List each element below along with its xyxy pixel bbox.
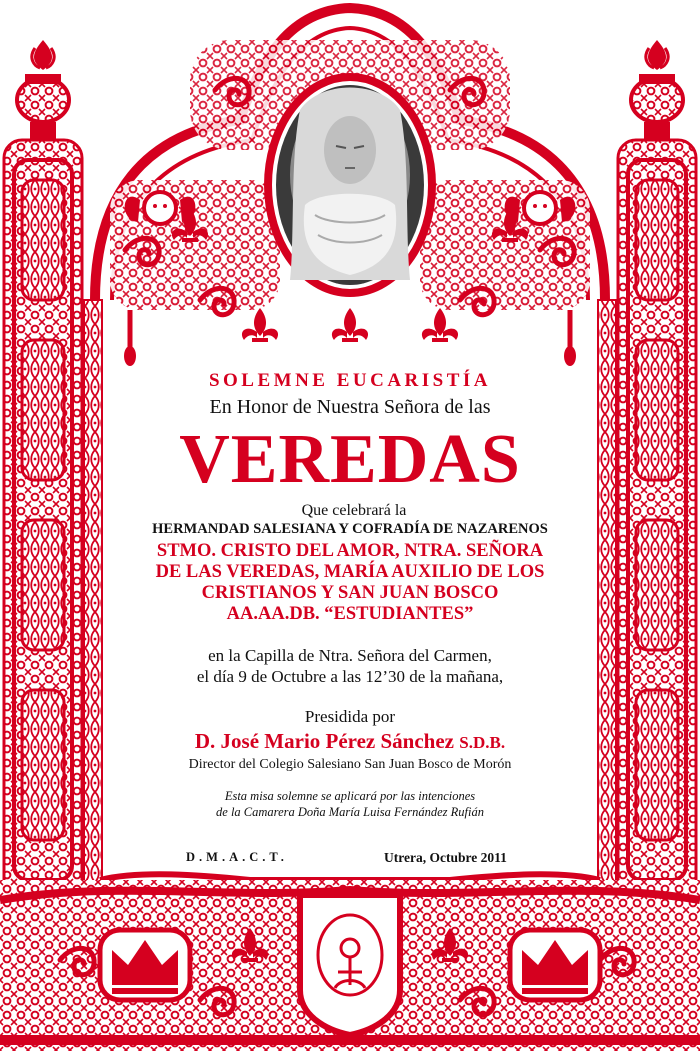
title-solemne-eucaristia: SOLEMNE EUCARISTÍA [208,370,492,391]
presidente-suffix: S.D.B. [459,733,506,752]
presidente-name [0,729,700,754]
text-que-celebrara: Que celebrará la [301,502,407,519]
lugar-line: el día 9 de Octubre a las 12’30 de la mañana, [196,667,504,686]
text-dmact: D.M.A.C.T. [186,850,288,864]
virgin-portrait-icon [268,77,432,293]
titulares-block [0,541,700,625]
flaming-urn-icon [631,40,683,140]
text-lugar-fecha: Utrera, Octubre 2011 [384,850,507,865]
subtitle-honor: En Honor de Nuestra Señora de las [209,396,491,418]
intenciones-block [0,788,700,820]
text-presidida-por: Presidida por [304,707,396,726]
crown-icon [510,930,600,1000]
titulares-line: STMO. CRISTO DEL AMOR, NTRA. SEÑORA [156,541,544,561]
crown-icon [100,930,190,1000]
intenciones-line: Esta misa solemne se aplicará por las intenciones [224,789,476,803]
coat-of-arms-icon [300,895,400,1035]
presidente-label: D. José Mario Pérez Sánchez [194,729,455,753]
lugar-line: en la Capilla de Ntra. Señora del Carmen, [208,646,492,665]
title-veredas: VEREDAS [179,421,521,498]
titulares-line: AA.AA.DB. “ESTUDIANTES” [226,604,474,624]
titulares-line: DE LAS VEREDAS, MARÍA AUXILIO DE LOS [155,562,545,582]
lugar-block [0,645,700,687]
flaming-urn-icon [17,40,69,140]
text-hermandad: HERMANDAD SALESIANA Y COFRADÍA DE NAZARENOS [152,521,548,537]
titulares-line: CRISTIANOS Y SAN JUAN BOSCO [201,583,499,603]
intenciones-line: de la Camarera Doña María Luisa Fernández Rufián [216,805,484,819]
text-cargo: Director del Colegio Salesiano San Juan Bosco de Morón [188,757,512,772]
